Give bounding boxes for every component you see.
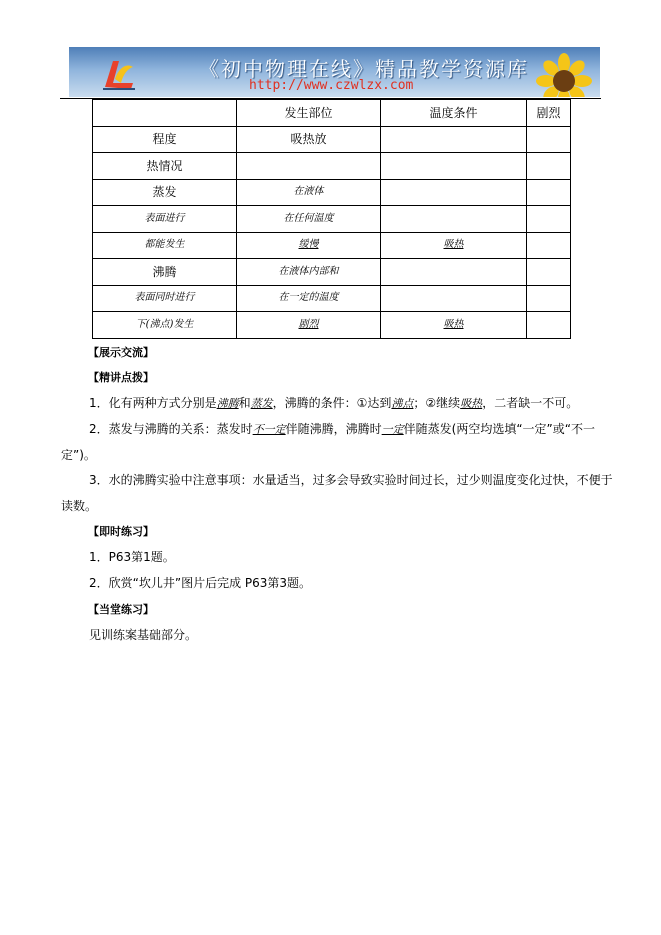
table-row: [93, 126, 571, 153]
table-cell: 表面进行: [93, 206, 237, 233]
table-cell: [237, 153, 381, 180]
table-cell: 在任何温度: [237, 206, 381, 233]
table-cell: [527, 206, 571, 233]
answer-1a: 沸腾: [216, 397, 239, 410]
section-heading-exchange: 【展示交流】: [88, 346, 154, 359]
table-cell: [527, 126, 571, 153]
table-cell: 表面同时进行: [93, 285, 237, 312]
section-heading-explain: 【精讲点拨】: [88, 371, 154, 384]
table-cell: 吸热放: [237, 126, 381, 153]
section-heading-classwork: 【当堂练习】: [88, 603, 154, 616]
table-row: [93, 153, 571, 180]
table-cell: 在液体内部和: [237, 259, 381, 286]
paragraph-2-cont: 定”)。: [61, 448, 96, 462]
banner-url[interactable]: http://www.czwlzx.com: [249, 78, 414, 93]
exercise-1: 1．P63第1题。: [89, 550, 175, 564]
table-cell: [93, 100, 237, 127]
answer-2b: 一定: [381, 423, 404, 436]
sunflower-icon: [534, 51, 594, 97]
table-cell: 剧烈: [527, 100, 571, 127]
table-cell: [527, 179, 571, 206]
table-cell: 缓慢: [237, 232, 381, 259]
comparison-table: [92, 99, 571, 339]
table-cell: [381, 259, 527, 286]
exercise-2: 2．欣赏“坎儿井”图片后完成 P63第3题。: [89, 576, 312, 590]
table-row: [93, 312, 571, 339]
paragraph-3: 3．水的沸腾实验中注意事项：水量适当，过多会导致实验时间过长，过少则温度变化过快，不便于: [89, 473, 613, 487]
table-cell: 沸腾: [93, 259, 237, 286]
logo-icon: [99, 53, 139, 93]
table-cell: [381, 206, 527, 233]
table-cell: [381, 179, 527, 206]
table-cell: [381, 126, 527, 153]
table-cell: [527, 312, 571, 339]
table-cell: 发生部位: [237, 100, 381, 127]
banner-title: 《初中物理在线》精品教学资源库: [199, 57, 529, 81]
classwork-text: 见训练案基础部分。: [89, 628, 198, 642]
table-row: [93, 232, 571, 259]
answer-1b: 蒸发: [250, 397, 273, 410]
table-row: [93, 100, 571, 127]
table-cell: 都能发生: [93, 232, 237, 259]
table-cell: 温度条件: [381, 100, 527, 127]
table-cell: [527, 259, 571, 286]
table-cell: 吸热: [381, 232, 527, 259]
paragraph-2: 2．蒸发与沸腾的关系：蒸发时不一定伴随沸腾，沸腾时一定伴随蒸发(两空均选填“一定”或“不一: [89, 422, 595, 436]
table-cell: 剧烈: [237, 312, 381, 339]
table-cell: 蒸发: [93, 179, 237, 206]
table-cell: 热情况: [93, 153, 237, 180]
table-row: [93, 179, 571, 206]
table-cell: [527, 153, 571, 180]
paragraph-3-cont: 读数。: [61, 499, 98, 513]
answer-1d: 吸热: [460, 397, 483, 410]
table-cell: [381, 153, 527, 180]
paragraph-1: 1．化有两种方式分别是沸腾和蒸发，沸腾的条件：①达到沸点；②继续吸热，二者缺一不可。: [89, 396, 579, 410]
section-heading-practice: 【即时练习】: [88, 525, 154, 538]
table-cell: [527, 285, 571, 312]
table-row: [93, 206, 571, 233]
table-cell: 在一定的温度: [237, 285, 381, 312]
answer-2a: 不一定: [252, 423, 286, 436]
table-cell: [381, 285, 527, 312]
table-cell: 吸热: [381, 312, 527, 339]
table-cell: 下(沸点)发生: [93, 312, 237, 339]
answer-1c: 沸点: [391, 397, 414, 410]
table-row: [93, 285, 571, 312]
table-row: [93, 259, 571, 286]
table-cell: 在液体: [237, 179, 381, 206]
table-cell: 程度: [93, 126, 237, 153]
header-banner: [69, 47, 600, 97]
table-cell: [527, 232, 571, 259]
